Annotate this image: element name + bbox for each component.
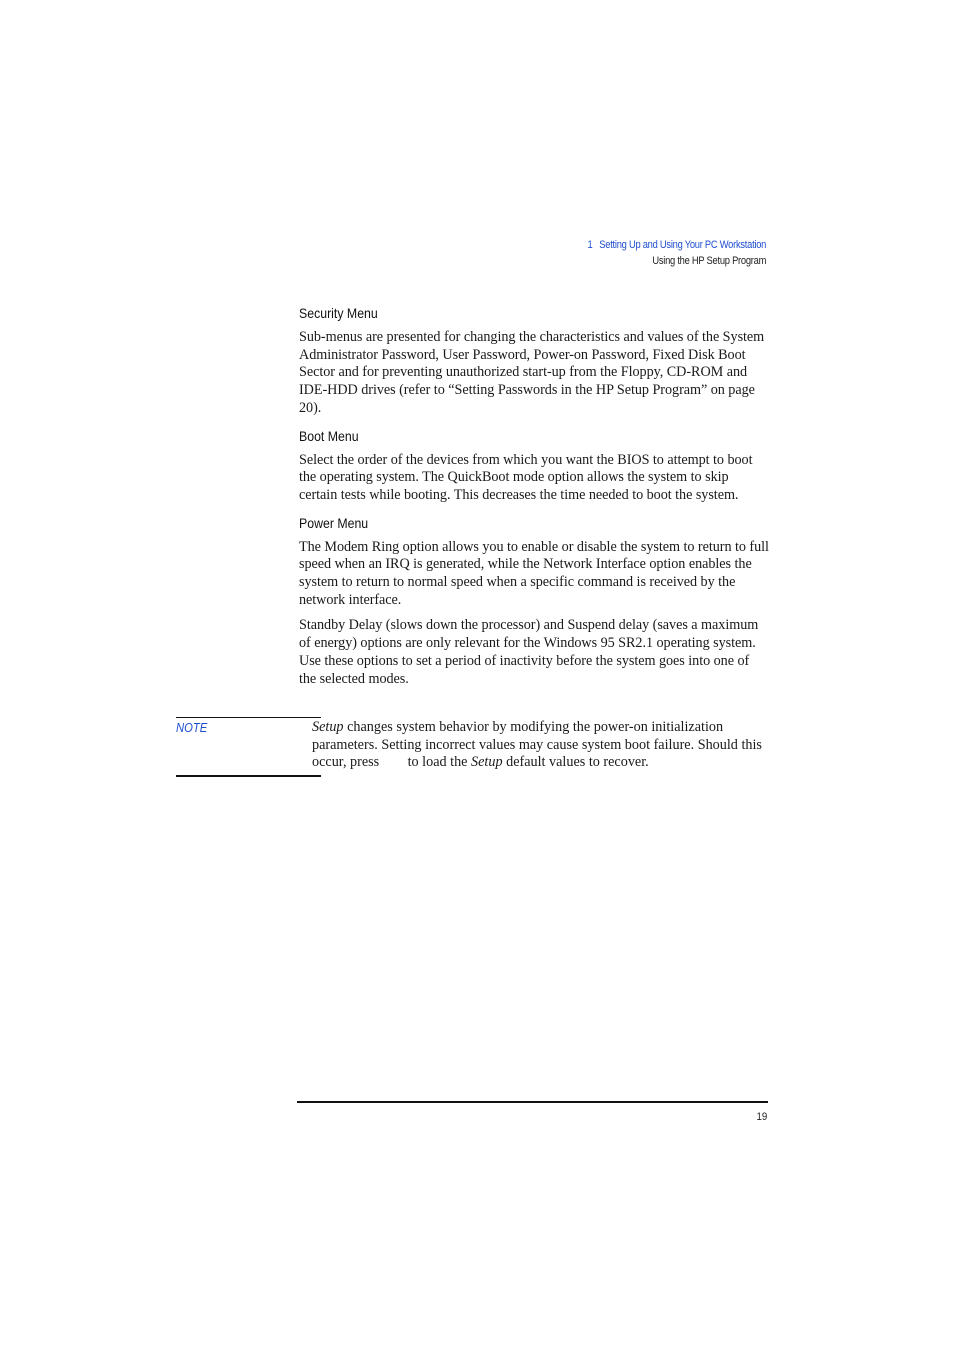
section-title: Using the HP Setup Program	[652, 255, 766, 267]
security-menu-paragraph: Sub-menus are presented for changing the characteristics and values of the System Administrator Password, User Password, Power-on Password, Fixed Disk Boot Sector and for preventing unauthorized start-up from the Floppy, CD-ROM and IDE-HDD drives (refer to “Setting Passwords in the HP Setup Program” on page 20).	[299, 329, 765, 416]
chapter-title: Setting Up and Using Your PC Workstation	[599, 239, 766, 251]
note-setup-word-2: Setup	[471, 754, 503, 771]
note-text-1: changes system behavior by modifying the power-on initialization parameters. Setting incorrect values may cause system boot failure. Should this occur, press	[312, 719, 762, 771]
note-top-rule	[176, 717, 321, 718]
note-label: NOTE	[176, 721, 208, 735]
note-text-3: default values to recover.	[502, 754, 649, 771]
running-header	[556, 238, 766, 270]
note-body	[312, 719, 772, 772]
power-menu-heading: Power Menu	[299, 514, 369, 531]
power-menu-paragraph-2: Standby Delay (slows down the processor) and Suspend delay (saves a maximum of energy) options are only relevant for the Windows 95 SR2.1 operating system. Use these options to set a period of inactivity before the system goes into one of the selected modes.	[299, 617, 759, 687]
page-number: 19	[756, 1111, 767, 1123]
boot-menu-paragraph: Select the order of the devices from which you want the BIOS to attempt to boot the operating system. The QuickBoot mode option allows the system to skip certain tests while booting. This decreases the time needed to boot the system.	[299, 451, 753, 503]
chapter-header	[587, 238, 766, 253]
note-setup-word: Setup	[312, 719, 344, 735]
note-key-gap	[383, 754, 404, 770]
power-menu-paragraph-1: The Modem Ring option allows you to enable or disable the system to return to full speed when an IRQ is generated, while the Network Interface option enables the system to return to normal speed when a specific command is received by the network interface.	[299, 538, 769, 608]
boot-menu-heading: Boot Menu	[299, 427, 359, 444]
footer-rule	[297, 1101, 768, 1103]
main-content	[299, 303, 769, 696]
chapter-number: 1	[587, 239, 593, 251]
security-menu-heading: Security Menu	[299, 305, 378, 321]
note-text-2: to load the	[404, 754, 472, 771]
note-bottom-rule	[176, 775, 321, 777]
